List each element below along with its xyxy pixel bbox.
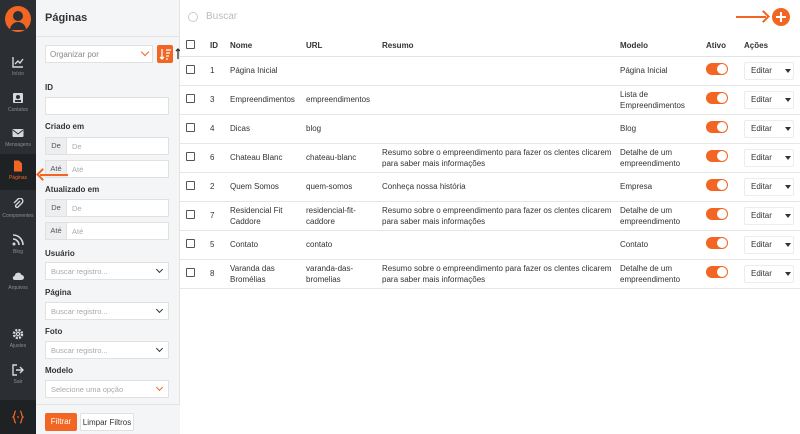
active-toggle[interactable] bbox=[706, 150, 728, 162]
row-model: Blog bbox=[620, 114, 706, 143]
row-id: 5 bbox=[210, 230, 230, 259]
caret-down-icon bbox=[785, 98, 791, 102]
active-toggle[interactable] bbox=[706, 208, 728, 220]
panel-footer bbox=[36, 404, 180, 434]
arrow-annotation bbox=[40, 174, 68, 176]
page-select-placeholder: Buscar registro... bbox=[51, 307, 108, 316]
row-name: Quem Somos bbox=[230, 172, 306, 201]
row-url bbox=[306, 56, 382, 85]
updated-from-input[interactable]: De bbox=[67, 199, 169, 217]
table-header-row bbox=[180, 36, 800, 56]
caret-down-icon bbox=[785, 156, 791, 160]
rail-label: Sair bbox=[13, 379, 23, 385]
rail-item-ajustes[interactable] bbox=[0, 322, 36, 358]
rail-label: Páginas bbox=[8, 175, 28, 181]
to-prefix: Até bbox=[45, 222, 67, 240]
caret-down-icon bbox=[785, 185, 791, 189]
rail-label: Ajustes bbox=[9, 343, 27, 349]
filter-panel bbox=[36, 0, 180, 434]
edit-label: Editar bbox=[751, 94, 772, 104]
row-url: chateau-blanc bbox=[306, 143, 382, 172]
row-id: 4 bbox=[210, 114, 230, 143]
search-input[interactable] bbox=[188, 10, 488, 26]
search-placeholder: Buscar bbox=[206, 11, 238, 22]
table-row bbox=[180, 143, 800, 172]
rail-label: Arquivos bbox=[8, 285, 28, 291]
row-checkbox[interactable] bbox=[186, 65, 195, 74]
row-name: Residencial Fit Caddore bbox=[230, 201, 306, 230]
edit-label: Editar bbox=[751, 123, 772, 133]
row-name: Varanda das Bromélias bbox=[230, 259, 306, 288]
rail-item-contatos[interactable] bbox=[0, 86, 36, 122]
row-model: Página Inicial bbox=[620, 56, 706, 85]
row-id: 6 bbox=[210, 143, 230, 172]
row-checkbox[interactable] bbox=[186, 94, 195, 103]
rail-label: Início bbox=[12, 71, 24, 77]
rail-item-paginas[interactable] bbox=[0, 154, 36, 190]
row-id: 8 bbox=[210, 259, 230, 288]
row-url: blog bbox=[306, 114, 382, 143]
created-label: Criado em bbox=[45, 122, 85, 131]
row-name: Empreendimentos bbox=[230, 85, 306, 114]
rail-item-componentes[interactable] bbox=[0, 192, 36, 228]
table-row bbox=[180, 114, 800, 143]
contacts-icon bbox=[12, 92, 24, 104]
column-header-name[interactable]: Nome bbox=[230, 36, 306, 56]
table-row bbox=[180, 259, 800, 288]
table-row bbox=[180, 56, 800, 85]
row-summary: Conheça nossa história bbox=[382, 172, 620, 201]
table-row bbox=[180, 230, 800, 259]
sort-ascending-icon bbox=[157, 45, 173, 63]
select-all-checkbox[interactable] bbox=[186, 40, 195, 49]
model-label: Modelo bbox=[45, 366, 73, 375]
mail-icon bbox=[12, 127, 24, 139]
row-url: quem-somos bbox=[306, 172, 382, 201]
id-label: ID bbox=[45, 83, 53, 92]
row-summary bbox=[382, 56, 620, 85]
column-header-url[interactable]: URL bbox=[306, 36, 382, 56]
row-summary: Resumo sobre o empreendimento para fazer os clentes clicarem para saber mais informações bbox=[382, 201, 620, 230]
active-toggle[interactable] bbox=[706, 121, 728, 133]
edit-label: Editar bbox=[751, 210, 772, 220]
edit-button[interactable] bbox=[744, 178, 794, 196]
caret-down-icon bbox=[785, 214, 791, 218]
rail-item-arquivos[interactable] bbox=[0, 264, 36, 300]
row-summary: Resumo sobre o empreendimento para fazer os clentes clicarem para saber mais informações bbox=[382, 143, 620, 172]
row-id: 3 bbox=[210, 85, 230, 114]
column-header-id[interactable]: ID bbox=[210, 36, 230, 56]
rail-item-sair[interactable] bbox=[0, 358, 36, 394]
page-label: Página bbox=[45, 288, 72, 297]
rail-label: Mensagens bbox=[5, 142, 31, 148]
updated-label: Atualizado em bbox=[45, 185, 100, 194]
row-id: 2 bbox=[210, 172, 230, 201]
edit-label: Editar bbox=[751, 239, 772, 249]
edit-label: Editar bbox=[751, 152, 772, 162]
row-model: Contato bbox=[620, 230, 706, 259]
chevron-down-icon bbox=[156, 384, 163, 391]
active-toggle[interactable] bbox=[706, 179, 728, 191]
user-label: Usuário bbox=[45, 249, 75, 258]
updated-from-range bbox=[45, 199, 169, 217]
edit-button[interactable] bbox=[744, 236, 794, 254]
user-select[interactable] bbox=[45, 262, 169, 280]
column-header-actions: Ações bbox=[744, 36, 800, 56]
row-checkbox[interactable] bbox=[186, 268, 195, 277]
row-checkbox[interactable] bbox=[186, 181, 195, 190]
photo-select-placeholder: Buscar registro... bbox=[51, 346, 108, 355]
sort-by-select[interactable] bbox=[45, 45, 153, 63]
caret-down-icon bbox=[785, 69, 791, 73]
clear-filters-button[interactable]: Limpar Filtros bbox=[80, 413, 134, 431]
pages-table bbox=[180, 36, 800, 289]
active-toggle[interactable] bbox=[706, 237, 728, 249]
rail-item-mensagens[interactable] bbox=[0, 121, 36, 157]
sort-descending-button[interactable] bbox=[175, 45, 179, 63]
chevron-down-icon bbox=[156, 266, 163, 273]
column-header-active[interactable]: Ativo bbox=[706, 36, 744, 56]
active-toggle[interactable] bbox=[706, 266, 728, 278]
panel-title: Páginas bbox=[45, 12, 88, 24]
row-checkbox[interactable] bbox=[186, 210, 195, 219]
chevron-down-icon bbox=[141, 48, 149, 56]
edit-button[interactable] bbox=[744, 62, 794, 80]
edit-button[interactable] bbox=[744, 265, 794, 283]
table-row bbox=[180, 201, 800, 230]
caret-down-icon bbox=[785, 243, 791, 247]
row-checkbox[interactable] bbox=[186, 152, 195, 161]
photo-select[interactable] bbox=[45, 341, 169, 359]
chevron-down-icon bbox=[156, 345, 163, 352]
edit-button[interactable] bbox=[744, 91, 794, 109]
arrow-annotation bbox=[736, 16, 766, 18]
rail-item-inicio[interactable] bbox=[0, 50, 36, 86]
page-select[interactable] bbox=[45, 302, 169, 320]
search-icon bbox=[188, 12, 198, 22]
row-summary bbox=[382, 114, 620, 143]
row-id: 7 bbox=[210, 201, 230, 230]
updated-to-range bbox=[45, 222, 169, 240]
caret-down-icon bbox=[785, 272, 791, 276]
row-model: Detalhe de um empreendimento bbox=[620, 143, 706, 172]
page-icon bbox=[12, 160, 24, 172]
rss-icon bbox=[12, 234, 24, 246]
add-page-button[interactable] bbox=[772, 8, 790, 26]
user-select-placeholder: Buscar registro... bbox=[51, 267, 108, 276]
edit-label: Editar bbox=[751, 268, 772, 278]
model-select[interactable] bbox=[45, 380, 169, 398]
chart-icon bbox=[12, 56, 24, 68]
chevron-down-icon bbox=[156, 306, 163, 313]
from-prefix: De bbox=[45, 199, 67, 217]
created-to-input[interactable]: Até bbox=[67, 160, 169, 178]
rail-label: Componentes bbox=[2, 213, 34, 219]
edit-label: Editar bbox=[751, 65, 772, 75]
column-header-model[interactable]: Modelo bbox=[620, 36, 706, 56]
edit-button[interactable] bbox=[744, 149, 794, 167]
row-id: 1 bbox=[210, 56, 230, 85]
edit-button[interactable] bbox=[744, 120, 794, 138]
main-content bbox=[180, 0, 800, 434]
rail-bottom[interactable] bbox=[0, 400, 36, 434]
to-prefix: Até bbox=[45, 160, 67, 178]
filter-button[interactable]: Filtrar bbox=[45, 413, 77, 431]
row-url: residencial-fit-caddore bbox=[306, 201, 382, 230]
rail-item-blog[interactable] bbox=[0, 228, 36, 264]
icon-rail bbox=[0, 0, 36, 434]
rail-label: Blog bbox=[12, 249, 23, 255]
updated-to-input[interactable]: Até bbox=[67, 222, 169, 240]
sort-by-label: Organizar por bbox=[50, 50, 99, 59]
row-model: Detalhe de um empreendimento bbox=[620, 259, 706, 288]
created-from-input[interactable]: De bbox=[67, 137, 169, 155]
user-avatar-icon[interactable] bbox=[5, 6, 31, 32]
row-url: empreendimentos bbox=[306, 85, 382, 114]
row-checkbox[interactable] bbox=[186, 239, 195, 248]
row-name: Página Inicial bbox=[230, 56, 306, 85]
table-row bbox=[180, 85, 800, 114]
model-select-placeholder: Selecione uma opção bbox=[51, 385, 124, 394]
active-toggle[interactable] bbox=[706, 92, 728, 104]
row-model: Detalhe de um empreendimento bbox=[620, 201, 706, 230]
photo-label: Foto bbox=[45, 327, 63, 336]
row-name: Chateau Blanc bbox=[230, 143, 306, 172]
cloud-icon bbox=[12, 270, 24, 282]
id-input[interactable] bbox=[45, 97, 169, 115]
code-braces-icon bbox=[12, 410, 24, 424]
row-checkbox[interactable] bbox=[186, 123, 195, 132]
row-summary: Resumo sobre o empreendimento para fazer os clentes clicarem para saber mais informações bbox=[382, 259, 620, 288]
attachment-icon bbox=[12, 198, 24, 210]
gear-icon bbox=[12, 328, 24, 340]
caret-down-icon bbox=[785, 127, 791, 131]
rail-label: Contatos bbox=[7, 107, 28, 113]
table-row bbox=[180, 172, 800, 201]
active-toggle[interactable] bbox=[706, 63, 728, 75]
logout-icon bbox=[12, 364, 24, 376]
created-from-range bbox=[45, 137, 169, 155]
row-model: Empresa bbox=[620, 172, 706, 201]
divider bbox=[36, 36, 180, 37]
row-summary bbox=[382, 85, 620, 114]
sort-ascending-button[interactable] bbox=[157, 45, 173, 63]
edit-label: Editar bbox=[751, 181, 772, 191]
row-name: Contato bbox=[230, 230, 306, 259]
row-model: Lista de Empreendimentos bbox=[620, 85, 706, 114]
row-summary bbox=[382, 230, 620, 259]
row-name: Dicas bbox=[230, 114, 306, 143]
from-prefix: De bbox=[45, 137, 67, 155]
edit-button[interactable] bbox=[744, 207, 794, 225]
column-header-summary[interactable]: Resumo bbox=[382, 36, 620, 56]
row-url: contato bbox=[306, 230, 382, 259]
row-url: varanda-das-bromelias bbox=[306, 259, 382, 288]
